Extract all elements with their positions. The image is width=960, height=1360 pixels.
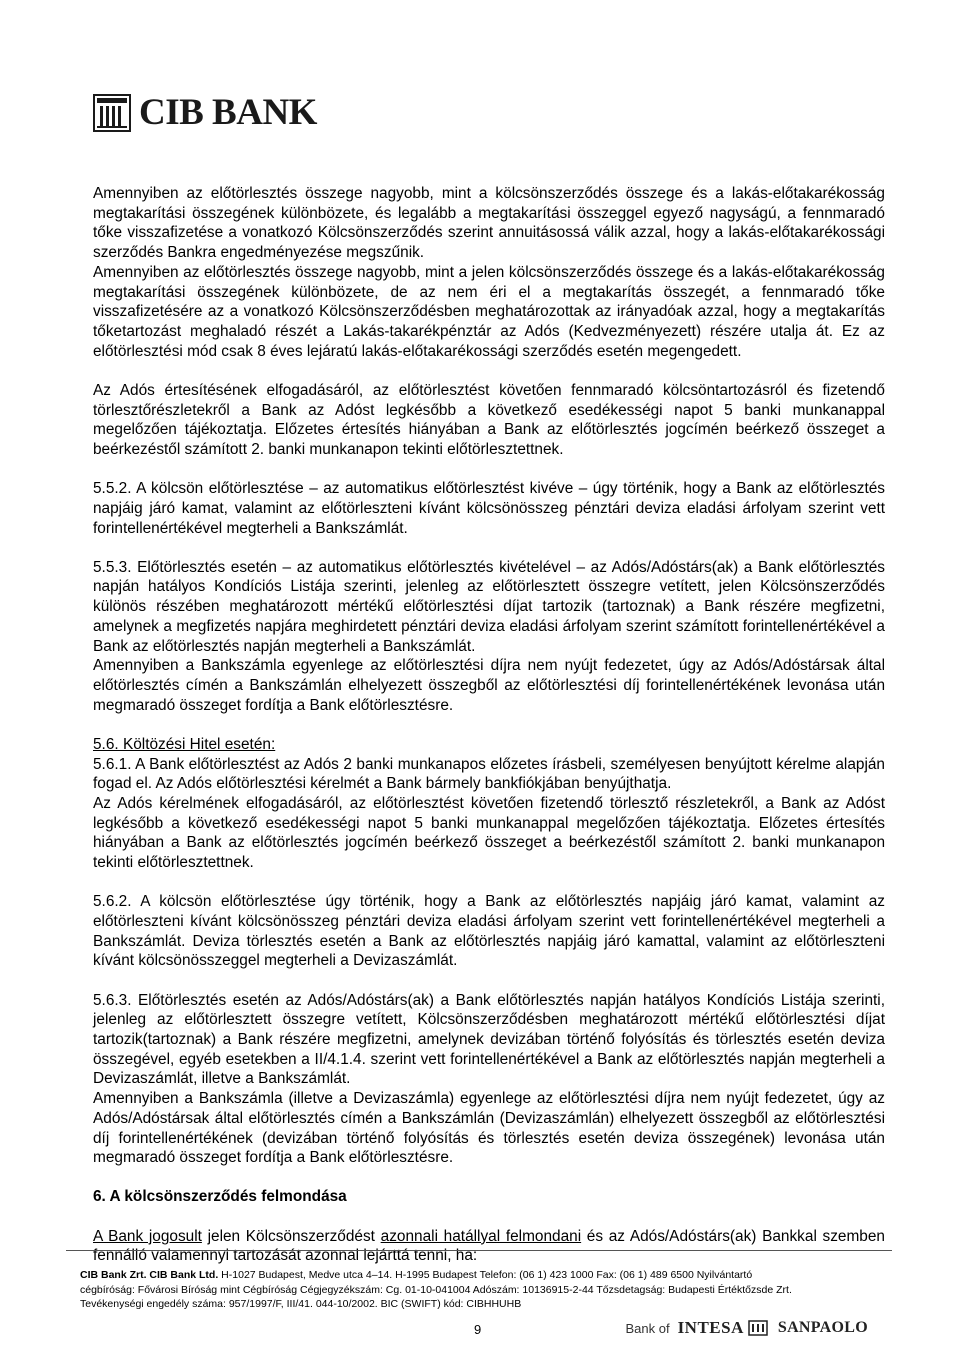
paragraph: Amennyiben az előtörlesztés összege nagyobb, mint a kölcsönszerződés összege és a lakás-előtakarékosság megtakarítási összegének különbözete, és legalább a megtakarítási összeggel egyező nagyságú, a fennmaradó tőke visszafizetése a vonatkozó Kölcsönszerződés szerint annuitásossá válik azzal, hogy a lakás-előtakarékossági szerződés Bankra engedményezése megszűnik.	[93, 185, 885, 262]
section-5-5-3: 5.5.3. Előtörlesztés esetén – az automatikus előtörlesztés kivételével – az Adós/Adóstárs(ak) a Bank előtörlesztés napján hatályos Kondíciós Listája szerinti, jelenleg az előtörlesztett összegre vetített, jelen Kölcsönszerződés különös részében meghatározott mértékű előtörlesztési díjat tartozik (tartoznak) a Bank részére megfizetni, amelynek a megfizetés napjára meghirdetett pénztári deviza eladási árfolyam szerint számított forintellenértékével a Bank az előtörlesztés napján megterheli a Bankszámlát.	[93, 558, 885, 655]
section-5-5-2: 5.5.2. A kölcsön előtörlesztése – az automatikus előtörlesztést kivéve – úgy történik, hogy a Bank az előtörlesztés napjáig járó kamat, valamint az előtörleszteni kívánt kölcsönösszeg pénztári deviza eladási árfolyam szerint vett forintellenértékével megterheli a Bankszámlát.	[93, 480, 885, 537]
footer-line-2: cégbíróság: Fővárosi Bíróság mint Cégbíróság Cégjegyzékszám: Cg. 01-10-041004 Adószám: 10136915-2-44 Tőzsdetagság: Budapesti Értéktőzsde Zrt.	[80, 1283, 792, 1296]
paragraph: Amennyiben a Bankszámla (illetve a Devizaszámla) egyenlege az előtörlesztési díjra nem nyújt fedezetet, úgy az Adós/Adóstársak által előtörlesztés címén a Bankszámlán (Devizaszámlán) elhelyezett összegből az előtörlesztési díj forintellenértékének (devizában történő folyósítás és törlesztés esetén deviza összegének) levonása után megmaradó összeget fordítja a Bank előtörlesztésre.	[93, 1090, 885, 1167]
text-run: jelen Kölcsönszerződést	[201, 1227, 381, 1245]
underlined-text: azonnali hatállyal felmondani	[380, 1227, 582, 1245]
intesa-emblem-icon	[748, 1320, 768, 1336]
footer-company: CIB Bank Zrt. CIB Bank Ltd.	[80, 1269, 219, 1281]
section-5-6-1: 5.6.1. A Bank előtörlesztést az Adós 2 banki munkanapos előzetes írásbeli, személyesen benyújtott kérelme alapján fogad el. Az Adós előtörlesztési kérelmét a Bank bármely bankfiókjában benyújthatja.	[93, 755, 885, 793]
paragraph: Amennyiben a Bankszámla egyenlege az előtörlesztési díjra nem nyújt fedezetet, úgy az Adós/Adóstársak által előtörlesztés címén a Bankszámlán elhelyezett összegből az előtörlesztési díj forintellenértékének levonása után megmaradó összeget fordítja a Bank előtörlesztésre.	[93, 657, 885, 714]
paragraph: Az Adós értesítésének elfogadásáról, az előtörlesztést követően fennmaradó kölcsöntartozásról és fizetendő törlesztőrészletekről a Bank az Adóst legkésőbb a következő esedékességi napot 5 banki munkanappal megelőzően tájékoztatja. Előzetes értesítés hiányában a Bank az előtörlesztés jogcímén beérkező összeget a beérkezéstől számított 2. banki munkanapon tekinti előtörlesztettnek.	[93, 381, 885, 458]
footer-divider	[66, 1250, 892, 1251]
document-body	[93, 184, 885, 1266]
page-number: 9	[474, 1322, 482, 1337]
text-run: és az Adós/Adóstárs(ak) Bankkal szemben fennálló valamennyi tartozását azonnal lejárttá tenni, ha:	[93, 1227, 885, 1265]
intesa-word: INTESA	[677, 1318, 744, 1337]
underlined-text: A Bank jogosult	[93, 1227, 202, 1245]
heading-text: 5.6. Költözési Hitel esetén:	[93, 735, 276, 753]
section-heading-6: 6. A kölcsönszerződés felmondása	[93, 1188, 347, 1206]
footer-line-1	[80, 1268, 900, 1283]
paragraph: Az Adós kérelmének elfogadásáról, az előtörlesztést követően fizetendő törlesztő részletekről, a Bank az Adóst legkésőbb a következő esedékességi napot 5 banki munkanappal megelőzően tájékoztatja. Előzetes értesítés hiányában a Bank az előtörlesztés jogcímén beérkező összeget a beérkezéstől számított 2. banki munkanapon tekinti előtörlesztettnek.	[93, 794, 885, 872]
intesa-sanpaolo-logo	[625, 1318, 868, 1338]
footer	[80, 1268, 900, 1312]
cib-bank-logo	[93, 94, 317, 132]
section-5-6-2: 5.6.2. A kölcsön előtörlesztése úgy történik, hogy a Bank az előtörlesztés napjáig járó kamat, valamint az előtörleszteni kívánt kölcsönösszeg pénztári deviza eladási árfolyam szerint vett forintellenértékével megterheli a Bankszámlát. Deviza törlesztés esetén a Bank az előtörlesztés napjáig járó kamattal, valamint az előtörleszteni kívánt kölcsönösszeggel megterheli a Devizaszámlát.	[93, 893, 885, 970]
section-5-6-3: 5.6.3. Előtörlesztés esetén az Adós/Adóstárs(ak) a Bank előtörlesztés napján hatályos Kondíciós Listája szerinti, jelenleg az előtörlesztett összegre vetített, Kölcsönszerződésben meghatározott mértékű előtörlesztési díjat tartozik(tartoznak) a Bank részére megfizetni, amelynek devizában történő folyósítás és törlesztés esetén deviza összegével, egyéb esetekben a II/4.1.4. szerint vett forintellenértékével a Bank az előtörlesztés napján megterheli a Devizaszámlát, illetve a Bankszámlát.	[93, 991, 885, 1088]
cib-building-icon	[93, 94, 131, 132]
footer-line-3: Tevékenységi engedély száma: 957/1997/F, III/41. 044-10/2002. BIC (SWIFT) kód: CIBHHUHB	[80, 1298, 522, 1310]
paragraph	[93, 1227, 885, 1266]
paragraph: Amennyiben az előtörlesztés összege nagyobb, mint a jelen kölcsönszerződés összege és a lakás-előtakarékosság megtakarítási összegének különbözete, de az nem éri el a megtakarítás összegét, a fennmaradó tőke visszafizetésére az a vonatkozó Kölcsönszerződésben meghatározottak az irányadóak azzal, hogy a megtakarítás tőketartozást meghaladó részét a Lakás-takarékpénztár az Adós (Kedvezményezett) részére utalja át. Ez az előtörlesztési mód csak 8 éves lejáratú lakás-előtakarékossági szerződés esetén megengedett.	[93, 263, 885, 360]
sanpaolo-word: SANPAOLO	[777, 1319, 868, 1336]
logo-text: CIB BANK	[139, 92, 317, 133]
section-heading-5-6	[93, 735, 885, 755]
footer-address: H-1027 Budapest, Medve utca 4–14. H-1995 Budapest Telefon: (06 1) 423 1000 Fax: (06 1) 489 6500 Nyilvántartó	[218, 1269, 753, 1281]
bank-of-label: Bank of	[625, 1320, 670, 1336]
